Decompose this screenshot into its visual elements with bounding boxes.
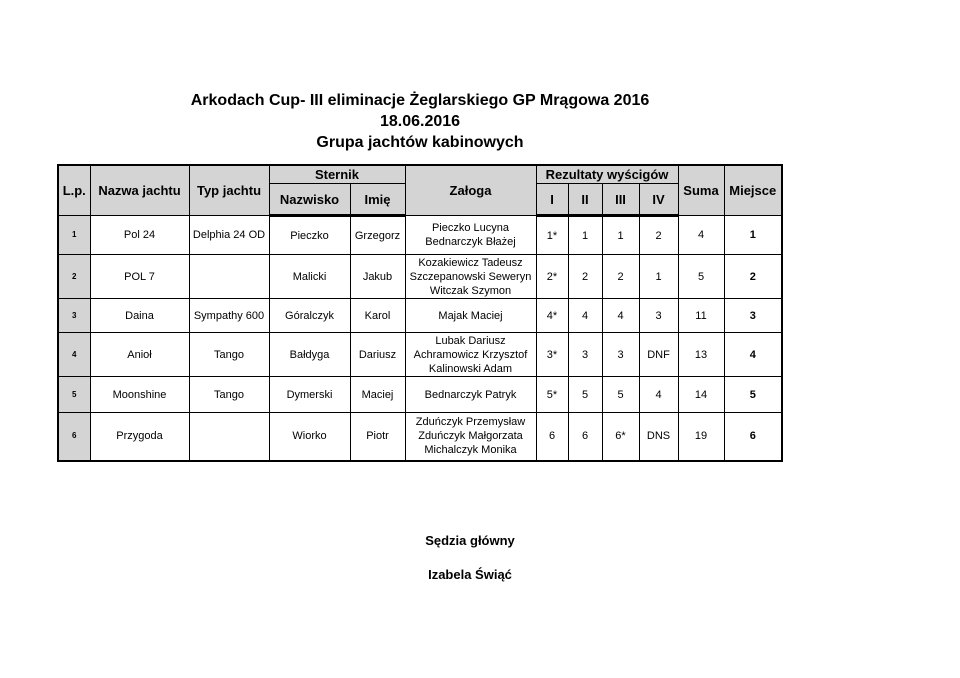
cell-yacht-name: Pol 24 [90, 216, 189, 255]
judge-label: Sędzia główny [425, 533, 515, 548]
crew-member: Pieczko Lucyna [431, 222, 510, 234]
col-header-yacht-name: Nazwa jachtu [90, 165, 189, 216]
cell-lp: 2 [58, 255, 90, 299]
col-header-race-1: I [536, 184, 568, 216]
cell-race-2: 5 [568, 377, 602, 413]
cell-first-name: Karol [350, 299, 405, 333]
cell-first-name: Piotr [350, 413, 405, 461]
table-row [58, 333, 782, 377]
cell-yacht-type: Tango [189, 333, 269, 377]
cell-race-4: DNF [639, 333, 678, 377]
cell-total: 11 [678, 299, 724, 333]
cell-place: 2 [724, 255, 782, 299]
cell-yacht-name: Daina [90, 299, 189, 333]
cell-race-1: 1* [536, 216, 568, 255]
cell-race-2: 3 [568, 333, 602, 377]
cell-race-2: 2 [568, 255, 602, 299]
table-row [58, 413, 782, 461]
cell-race-2: 4 [568, 299, 602, 333]
header-row-top [58, 165, 782, 184]
crew-member: Zduńczyk Małgorzata [418, 430, 523, 443]
cell-race-3: 3 [602, 333, 639, 377]
crew-member: Michalczyk Monika [424, 444, 517, 457]
cell-race-2: 1 [568, 216, 602, 255]
cell-race-1: 2* [536, 255, 568, 299]
crew-member: Kozakiewicz Tadeusz [418, 256, 523, 269]
document-title: Arkodach Cup- III eliminacje Żeglarskiego GP Mrągowa 2016 [190, 92, 650, 109]
cell-race-1: 4* [536, 299, 568, 333]
crew-member: Lubak Dariusz [435, 334, 506, 347]
results-table [57, 164, 783, 462]
col-header-first-name: Imię [350, 184, 405, 216]
cell-yacht-name: Anioł [90, 333, 189, 377]
cell-surname: Wiorko [269, 413, 350, 461]
cell-race-4: 4 [639, 377, 678, 413]
table-row [58, 216, 782, 255]
crew-member: Witczak Szymon [429, 284, 512, 297]
cell-total: 19 [678, 413, 724, 461]
col-header-yacht-type: Typ jachtu [189, 165, 269, 216]
col-header-place: Miejsce [724, 165, 782, 216]
cell-yacht-type: Delphia 24 OD [189, 216, 269, 255]
cell-surname: Pieczko [269, 216, 350, 255]
cell-total: 14 [678, 377, 724, 413]
table-row [58, 255, 782, 299]
cell-lp: 6 [58, 413, 90, 461]
cell-place: 4 [724, 333, 782, 377]
crew-member: Zduńczyk Przemysław [415, 416, 526, 429]
cell-lp: 1 [58, 216, 90, 255]
crew-member: Majak Maciej [438, 309, 503, 322]
cell-race-3: 6* [602, 413, 639, 461]
cell-surname: Góralczyk [269, 299, 350, 333]
cell-crew [405, 413, 536, 461]
cell-crew [405, 333, 536, 377]
document-date: 18.06.2016 [379, 113, 461, 130]
cell-yacht-type: Tango [189, 377, 269, 413]
cell-total: 5 [678, 255, 724, 299]
cell-race-4: 1 [639, 255, 678, 299]
table-row [58, 377, 782, 413]
cell-race-1: 6 [536, 413, 568, 461]
cell-surname: Malicki [269, 255, 350, 299]
cell-place: 3 [724, 299, 782, 333]
cell-place: 6 [724, 413, 782, 461]
cell-yacht-name: Przygoda [90, 413, 189, 461]
cell-yacht-type: Sympathy 600 [189, 299, 269, 333]
col-header-lp: L.p. [58, 165, 90, 216]
cell-race-4: 2 [639, 216, 678, 255]
col-header-race-3: III [602, 184, 639, 216]
cell-yacht-name: POL 7 [90, 255, 189, 299]
crew-member: Kalinowski Adam [428, 362, 513, 375]
cell-yacht-type [189, 255, 269, 299]
col-header-crew: Załoga [405, 165, 536, 216]
cell-surname: Bałdyga [269, 333, 350, 377]
table-row [58, 299, 782, 333]
cell-crew [405, 216, 536, 255]
cell-race-3: 4 [602, 299, 639, 333]
cell-crew [405, 377, 536, 413]
col-header-helmsman-group: Sternik [269, 165, 405, 184]
col-header-surname: Nazwisko [269, 184, 350, 216]
cell-place: 5 [724, 377, 782, 413]
cell-place: 1 [724, 216, 782, 255]
cell-race-2: 6 [568, 413, 602, 461]
cell-first-name: Dariusz [350, 333, 405, 377]
cell-crew [405, 299, 536, 333]
col-header-total: Suma [678, 165, 724, 216]
cell-lp: 3 [58, 299, 90, 333]
cell-race-4: DNS [639, 413, 678, 461]
cell-lp: 4 [58, 333, 90, 377]
cell-race-3: 1 [602, 216, 639, 255]
judge-name: Izabela Świąć [428, 567, 512, 582]
crew-member: Bednarczyk Patryk [424, 388, 517, 401]
cell-race-3: 2 [602, 255, 639, 299]
cell-lp: 5 [58, 377, 90, 413]
cell-race-1: 5* [536, 377, 568, 413]
cell-first-name: Maciej [350, 377, 405, 413]
cell-race-1: 3* [536, 333, 568, 377]
col-header-race-4: IV [639, 184, 678, 216]
document-group: Grupa jachtów kabinowych [316, 134, 524, 151]
cell-first-name: Jakub [350, 255, 405, 299]
cell-crew [405, 255, 536, 299]
document-header [0, 90, 840, 153]
cell-first-name: Grzegorz [350, 216, 405, 255]
col-header-race-2: II [568, 184, 602, 216]
cell-total: 4 [678, 216, 724, 255]
cell-total: 13 [678, 333, 724, 377]
cell-yacht-name: Moonshine [90, 377, 189, 413]
crew-member: Bednarczyk Błażej [425, 236, 516, 248]
crew-member: Achramowicz Krzysztof [413, 348, 528, 361]
crew-member: Szczepanowski Seweryn [409, 270, 532, 283]
cell-race-4: 3 [639, 299, 678, 333]
cell-race-3: 5 [602, 377, 639, 413]
cell-surname: Dymerski [269, 377, 350, 413]
cell-yacht-type [189, 413, 269, 461]
col-header-races-group: Rezultaty wyścigów [536, 165, 678, 184]
